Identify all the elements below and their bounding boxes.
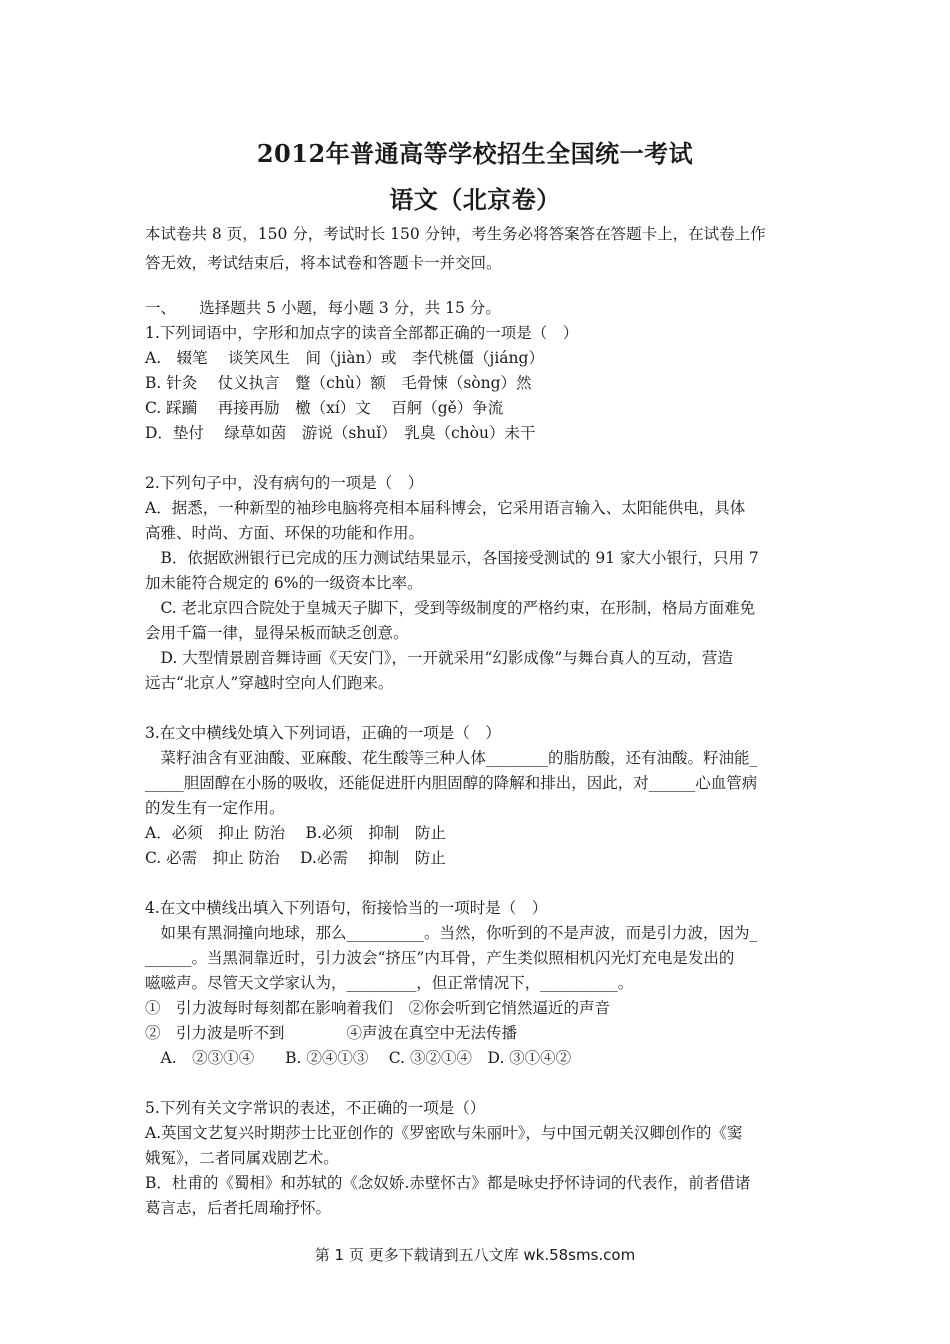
option-line: C. 老北京四合院处于皇城天子脚下，受到等级制度的严格约束，在形制，格局方面难免	[145, 599, 756, 617]
option-line: B. 针灸 仗义执言 蹩（chù）额 毛骨悚（sòng）然	[145, 374, 532, 392]
section-heading: 一、 选择题共 5 小题，每小题 3 分，共 15 分。	[145, 299, 501, 317]
option-line: 高雅、时尚、方面、环保的功能和作用。	[145, 524, 425, 542]
option-line: 娥冤》，二者同属戏剧艺术。	[145, 1149, 339, 1167]
passage-line: ______。当黑洞靠近时，引力波会“挤压”内耳骨，产生类似照相机闪光灯充电是发出的	[145, 949, 735, 967]
option-line: A. 辍笔 谈笑风生 间（jiàn）或 李代桃僵（jiáng）	[145, 349, 544, 367]
page-footer: 第 1 页 更多下载请到五八文库 wk.58sms.com	[314, 1246, 636, 1264]
option-line: 会用千篇一律，显得呆板而缺乏创意。	[145, 624, 409, 642]
option-line: C. 踩躏 再接再励 檄（xí）文 百舸（gě）争流	[145, 399, 504, 417]
option-line: A．据悉，一种新型的袖珍电脑将亮相本届科博会，它采用语言输入、太阳能供电，具体	[145, 499, 746, 517]
passage-line: _____胆固醇在小肠的吸收，还能促进肝内胆固醇的降解和排出，因此，对______心血管病	[145, 774, 758, 792]
exam-subtitle: 语文（北京卷）	[389, 185, 561, 214]
option-line: D. 大型情景剧音舞诗画《天安门》，一开就采用“幻影成像”与舞台真人的互动，营造	[145, 649, 733, 667]
passage-line: 的发生有一定作用。	[145, 799, 285, 817]
question-2: 2.下列句子中，没有病句的一项是（ ）	[145, 474, 424, 492]
option-line: B．杜甫的《蜀相》和苏轼的《念奴娇.赤壁怀古》都是咏史抒怀诗词的代表作，前者借诸	[145, 1174, 751, 1192]
option-line: 远古“北京人”穿越时空向人们跑来。	[145, 674, 394, 692]
option-line: D．垫付 绿草如茵 游说（shuǐ） 乳臭（chòu）未干	[145, 424, 536, 442]
question-1: 1.下列词语中，字形和加点字的读音全部都正确的一项是（ ）	[145, 324, 579, 342]
option-line: 加未能符合规定的 6%的一级资本比率。	[145, 574, 423, 592]
question-4: 4.在文中横线出填入下列语句，衔接恰当的一项时是（ ）	[145, 899, 548, 917]
option-line: ② 引力波是听不到 ④声波在真空中无法传播	[145, 1024, 518, 1042]
option-line: ① 引力波每时每刻都在影响着我们 ②你会听到它悄然逼近的声音	[145, 999, 611, 1017]
option-line: 葛言志，后者托周瑜抒怀。	[145, 1199, 332, 1217]
passage-line: 菜籽油含有亚油酸、亚麻酸、花生酸等三种人体________的脂肪酸，还有油酸。籽油能_	[145, 749, 758, 767]
instructions-line: 本试卷共 8 页，150 分，考试时长 150 分钟，考生务必将答案答在答题卡上，在试卷上作	[145, 225, 766, 243]
passage-line: 嗞嗞声。尽管天文学家认为，_________，但正常情况下，__________。	[145, 974, 634, 992]
option-line: C. 必需 抑止 防治 D.必需 抑制 防止	[145, 849, 446, 867]
option-line: A.英国文艺复兴时期莎士比亚创作的《罗密欧与朱丽叶》，与中国元朝关汉卿创作的《窦	[145, 1124, 743, 1142]
option-line: B．依据欧洲银行已完成的压力测试结果显示，各国接受测试的 91 家大小银行，只用 7	[145, 549, 759, 567]
option-line: A．必须 抑止 防治 B.必须 抑制 防止	[145, 824, 446, 842]
option-line: A. ②③①④ B. ②④①③ C. ③②①④ D. ③①④②	[145, 1049, 572, 1067]
question-3: 3.在文中横线处填入下列词语，正确的一项是（ ）	[145, 724, 501, 742]
passage-line: 如果有黑洞撞向地球，那么__________。当然，你听到的不是声波，而是引力波，因为_	[145, 924, 758, 942]
question-5: 5.下列有关文字常识的表述，不正确的一项是（）	[145, 1099, 486, 1117]
exam-title: 2012年普通高等学校招生全国统一考试	[256, 139, 694, 168]
instructions-line: 答无效，考试结束后，将本试卷和答题卡一并交回。	[145, 254, 502, 272]
